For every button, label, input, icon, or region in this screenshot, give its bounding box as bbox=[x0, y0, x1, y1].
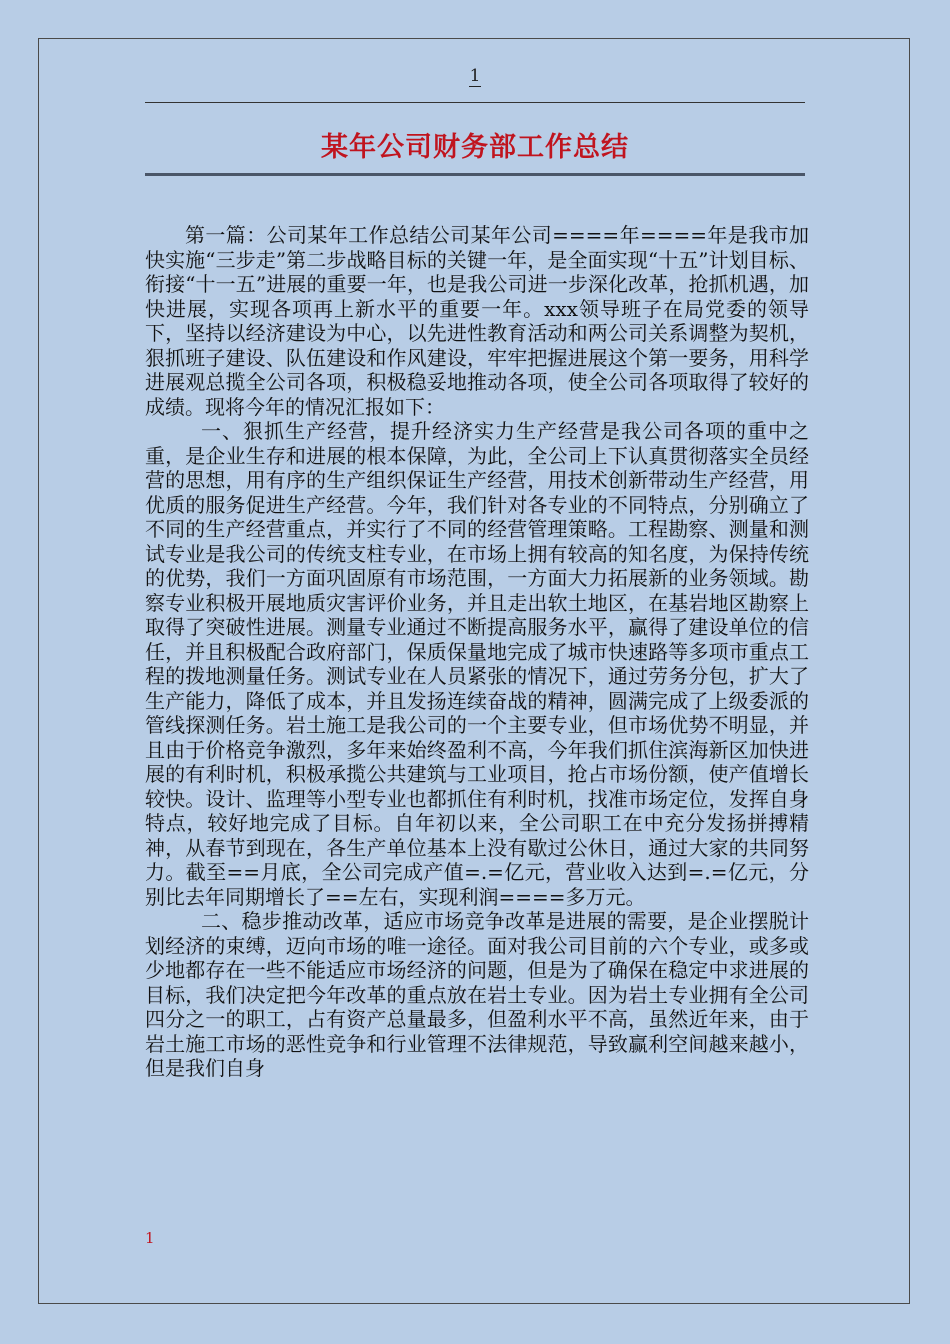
header-page-number-text: 1 bbox=[469, 66, 481, 86]
paragraph-3: 二、稳步推动改革，适应市场竞争改革是进展的需要，是企业摆脱计划经济的束缚，迈向市场的唯一途径。面对我公司目前的六个专业，或多或少地都存在一些不能适应市场经济的问题，但是为了确保在稳定中求进展的目标，我们决定把今年改革的重点放在岩土专业。因为岩土专业拥有全公司四分之一的职工，占有资产总量最多，但盈利水平不高，虽然近年来，由于岩土施工市场的恶性竞争和行业管理不法律规范，导致赢利空间越来越小，但是我们自身 bbox=[145, 909, 809, 1080]
title-divider bbox=[145, 173, 805, 176]
paragraph-2: 一、狠抓生产经营，提升经济实力生产经营是我公司各项的重中之重，是企业生存和进展的根本保障，为此，全公司上下认真贯彻落实全员经营的思想，用有序的生产组织保证生产经营，用技术创新带动生产经营，用优质的服务促进生产经营。今年，我们针对各专业的不同特点，分别确立了不同的生产经营重点，并实行了不同的经营管理策略。工程勘察、测量和测试专业是我公司的传统支柱专业，在市场上拥有较高的知名度，为保持传统的优势，我们一方面巩固原有市场范围，一方面大力拓展新的业务领域。勘察专业积极开展地质灾害评价业务，并且走出软土地区，在基岩地区勘察上取得了突破性进展。测量专业通过不断提高服务水平，赢得了建设单位的信任，并且积极配合政府部门，保质保量地完成了城市快速路等多项市重点工程的拨地测量任务。测试专业在人员紧张的情况下，通过劳务分包，扩大了生产能力，降低了成本，并且发扬连续奋战的精神，圆满完成了上级委派的管线探测任务。岩土施工是我公司的一个主要专业，但市场优势不明显，并且由于价格竞争激烈，多年来始终盈利不高，今年我们抓住滨海新区加快进展的有利时机，积极承揽公共建筑与工业项目，抢占市场份额，使产值增长较快。设计、监理等小型专业也都抓住有利时机，找准市场定位，发挥自身特点，较好地完成了目标。自年初以来，全公司职工在中充分发扬拼搏精神，从春节到现在，各生产单位基本上没有歇过公休日，通过大家的共同努力。截至==月底，全公司完成产值=.=亿元，营业收入达到=.=亿元，分别比去年同期增长了==左右，实现利润====多万元。 bbox=[145, 419, 809, 909]
header-page-number bbox=[0, 66, 950, 86]
footer-page-number: 1 bbox=[145, 1229, 155, 1247]
paragraph-1: 第一篇：公司某年工作总结公司某年公司====年====年是我市加快实施“三步走”第二步战略目标的关键一年，是全面实现“十五”计划目标、衔接“十一五”进展的重要一年，也是我公司进一步深化改革，抢抓机遇，加快进展，实现各项再上新水平的重要一年。xxx领导班子在局党委的领导下，坚持以经济建设为中心，以先进性教育活动和两公司关系调整为契机，狠抓班子建设、队伍建设和作风建设，牢牢把握进展这个第一要务，用科学进展观总揽全公司各项，积极稳妥地推动各项，使全公司各项取得了较好的成绩。现将今年的情况汇报如下： bbox=[145, 223, 809, 419]
header-divider bbox=[145, 102, 805, 103]
document-title: 某年公司财务部工作总结 bbox=[321, 132, 629, 163]
document-body bbox=[145, 223, 809, 1081]
